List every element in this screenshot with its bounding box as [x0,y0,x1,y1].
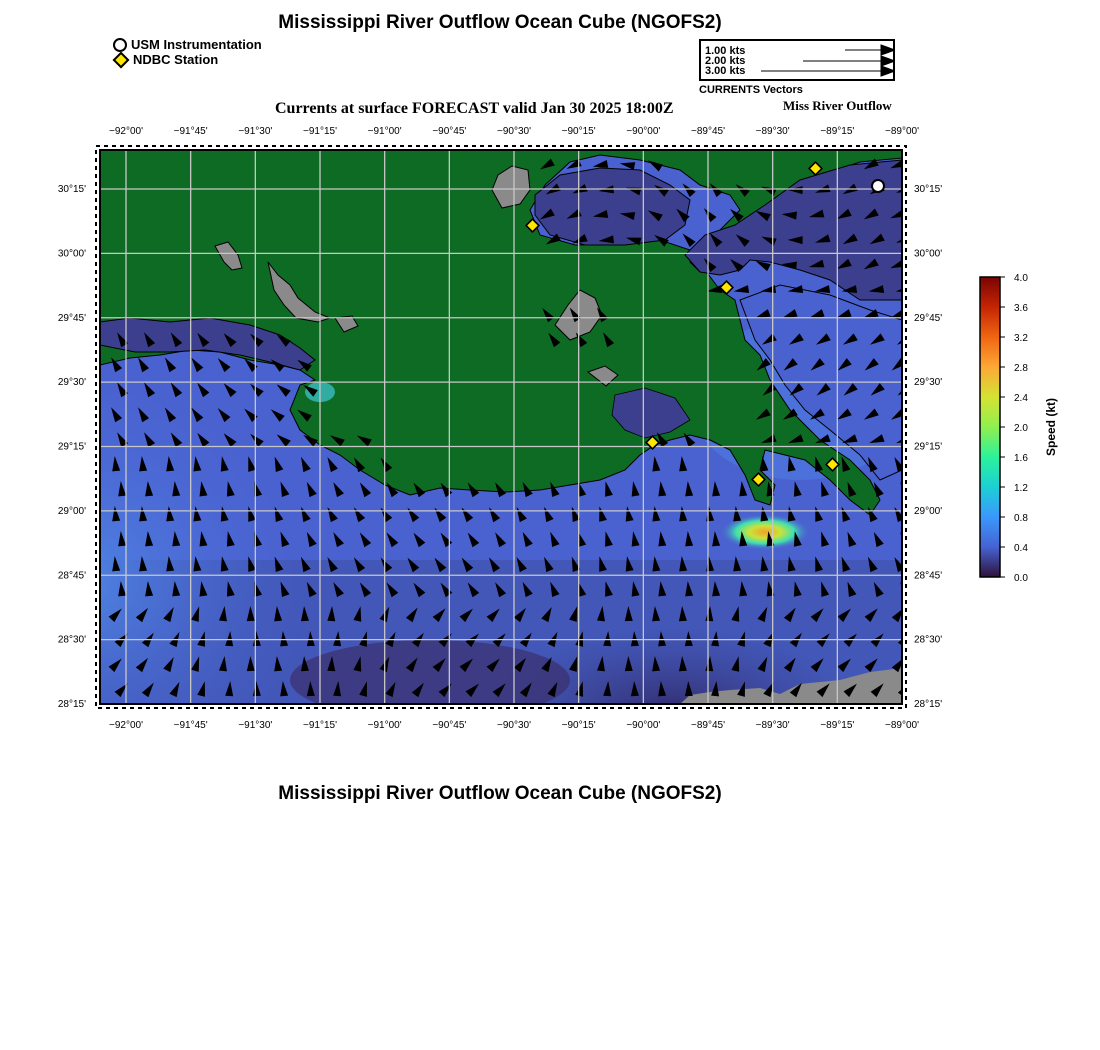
vector-key-caption: CURRENTS Vectors [699,84,803,96]
lon-tick-label: −91°45' [173,720,208,731]
lat-tick-label: 29°45' [914,312,943,324]
lat-tick-label: 28°15' [914,699,943,710]
colorbar-tick-label: 0.0 [1014,573,1028,584]
colorbar-tick-label: 2.0 [1014,423,1028,434]
colorbar-tick-label: 0.8 [1014,513,1028,524]
lon-tick-label: −92°00' [109,126,143,137]
lat-tick-label: 29°00' [914,505,943,517]
colorbar-bar [980,277,1000,577]
lon-ticks-top [109,126,919,137]
lon-tick-label: −89°30' [755,720,790,731]
lon-tick-label: −90°00' [626,126,661,137]
lon-tick-label: −89°15' [820,720,855,731]
lat-tick-label: 28°30' [914,634,943,646]
lat-tick-label: 28°45' [914,570,943,582]
lon-tick-label: −90°15' [561,126,596,137]
lon-tick-label: −90°30' [497,720,531,731]
lat-tick-label: 30°00' [914,248,943,260]
lat-ticks-right [914,184,942,710]
lat-ticks-left [58,184,86,710]
colorbar-tick-label: 1.6 [1014,453,1028,464]
lon-tick-label: −90°45' [432,126,467,137]
region-label: Miss River Outflow [783,98,892,113]
lat-tick-label: 29°45' [57,312,86,324]
lat-tick-label: 30°00' [57,248,86,260]
lat-tick-label: 30°15' [914,184,943,195]
colorbar-tick-label: 2.8 [1014,363,1028,374]
page-title: Mississippi River Outflow Ocean Cube (NGOFS2) [278,12,722,33]
lat-tick-label: 29°30' [57,377,86,389]
lon-tick-label: −92°00' [109,720,143,731]
lon-tick-label: −91°00' [367,720,402,731]
vector-key-row-3: 3.00 kts [705,65,746,77]
lon-tick-label: −89°45' [691,126,725,137]
lon-tick-label: −89°00' [885,126,919,137]
ndbc-legend-label: NDBC Station [133,52,219,67]
lon-tick-label: −91°30' [238,720,273,731]
lon-tick-label: −91°00' [367,126,402,137]
lon-tick-label: −91°15' [303,720,337,731]
page-title-bottom: Mississippi River Outflow Ocean Cube (NGOFS2) [278,783,722,804]
speed-colorbar [970,265,1080,595]
vector-key-row-2: 2.00 kts [705,55,746,67]
colorbar-tick-label: 0.4 [1014,543,1028,554]
lat-tick-label: 29°15' [914,441,943,453]
usm-station-marker[interactable] [872,180,884,192]
lon-tick-label: −89°30' [755,126,790,137]
lon-ticks-bottom [109,720,919,731]
lon-tick-label: −89°00' [885,720,919,731]
lon-tick-label: −91°30' [238,126,273,137]
colorbar-tick-label: 1.2 [1014,483,1028,494]
lon-tick-label: −90°00' [626,720,661,731]
lat-tick-label: 28°45' [57,570,86,582]
lon-tick-label: −89°45' [691,720,725,731]
lat-tick-label: 28°30' [57,634,86,646]
lat-tick-label: 29°15' [57,441,86,453]
usm-legend-label: USM Instrumentation [131,37,262,52]
lon-tick-label: −91°45' [173,126,208,137]
lon-tick-label: −91°15' [303,126,337,137]
lon-tick-label: −90°30' [497,126,531,137]
colorbar-tick-label: 3.2 [1014,333,1028,344]
colorbar-tick-label: 3.6 [1014,303,1028,314]
lat-tick-label: 29°30' [914,377,943,389]
map-subtitle: Currents at surface FORECAST valid Jan 30 2025 18:00Z [275,100,674,117]
lat-tick-label: 30°15' [57,184,86,195]
colorbar-tick-label: 2.4 [1014,393,1028,404]
lat-tick-label: 29°00' [57,505,86,517]
lat-tick-label: 28°15' [57,699,86,710]
colorbar-tick-label: 4.0 [1014,273,1028,284]
vector-key-row-1: 1.00 kts [705,45,746,57]
lon-tick-label: −90°45' [432,720,467,731]
lon-tick-label: −90°15' [561,720,596,731]
lon-tick-label: −89°15' [820,126,855,137]
colorbar-ticks [1000,273,1028,584]
colorbar-label: Speed (kt) [1044,397,1058,457]
